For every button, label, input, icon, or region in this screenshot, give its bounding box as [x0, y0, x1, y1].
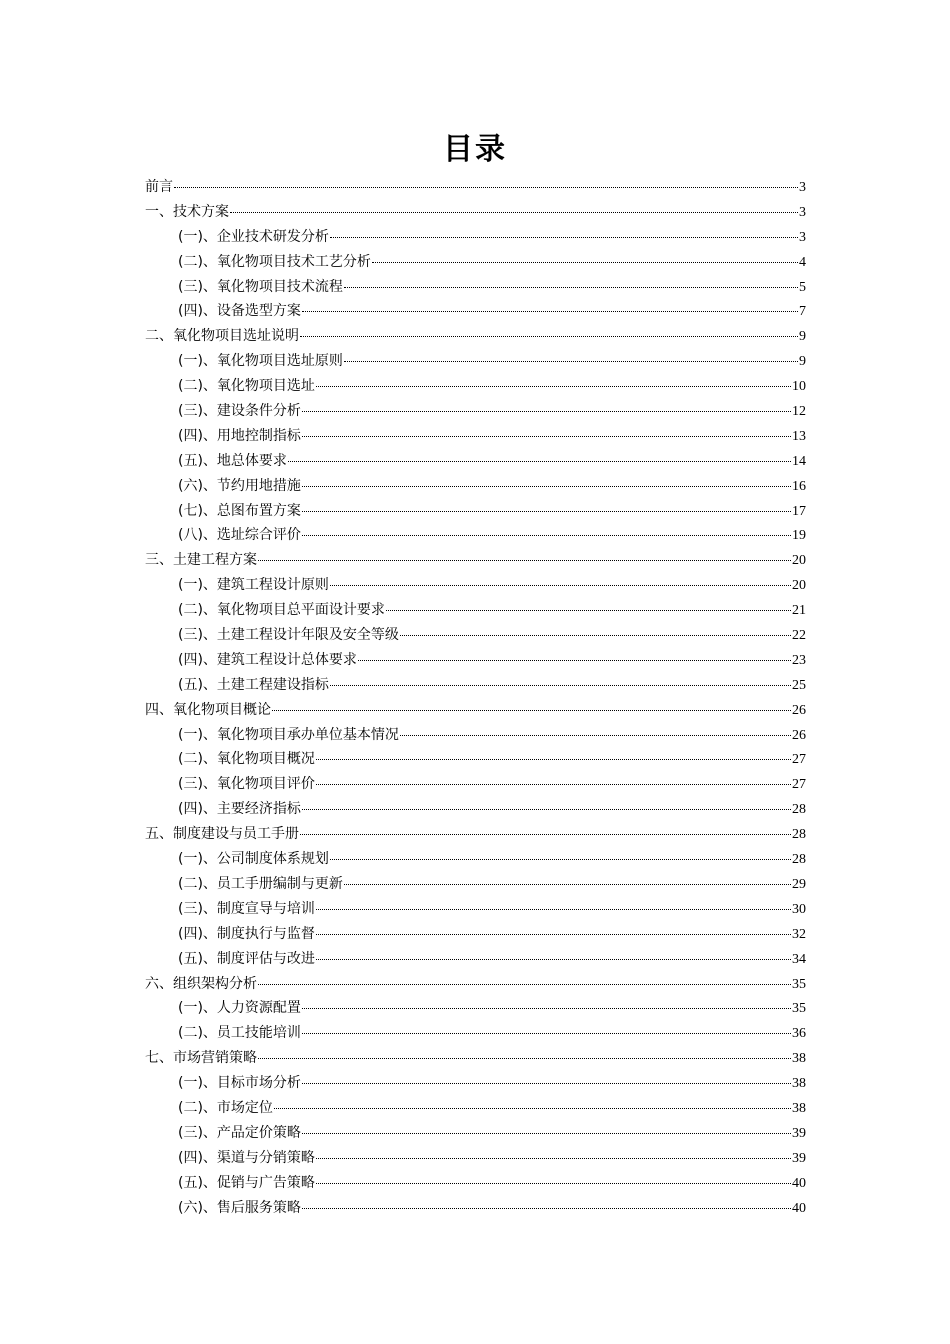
- toc-dot-leader: [316, 909, 791, 910]
- toc-entry-label: 一、技术方案: [145, 203, 229, 220]
- toc-chapter-entry[interactable]: [145, 324, 806, 349]
- toc-page-number: 27: [792, 752, 806, 768]
- toc-entry-label: (四)、用地控制指标: [178, 427, 301, 444]
- toc-entry-label: (四)、渠道与分销策略: [178, 1149, 315, 1166]
- toc-page-number: 12: [792, 404, 806, 420]
- toc-section-entry[interactable]: [178, 1196, 806, 1221]
- toc-entry-label: 二、氧化物项目选址说明: [145, 328, 299, 345]
- toc-entry-label: (二)、氧化物项目技术工艺分析: [178, 253, 371, 270]
- toc-entry-label: (四)、设备选型方案: [178, 303, 301, 320]
- toc-page-number: 29: [792, 876, 806, 892]
- toc-entry-label: (六)、售后服务策略: [178, 1199, 301, 1216]
- toc-page-number: 25: [792, 677, 806, 693]
- toc-section-entry[interactable]: [178, 847, 806, 872]
- toc-dot-leader: [372, 262, 798, 263]
- toc-entry-label: (三)、土建工程设计年限及安全等级: [178, 627, 399, 644]
- toc-entry-label: (三)、制度宣导与培训: [178, 900, 315, 917]
- table-of-contents: [0, 175, 950, 1220]
- toc-dot-leader: [302, 809, 791, 810]
- page-title: 目录: [443, 132, 507, 167]
- toc-entry-label: (一)、氧化物项目承办单位基本情况: [178, 726, 399, 743]
- toc-page-number: 3: [799, 204, 806, 220]
- toc-page-number: 19: [792, 528, 806, 544]
- toc-section-entry[interactable]: [178, 523, 806, 548]
- toc-page-number: 13: [792, 428, 806, 444]
- toc-entry-label: (五)、地总体要求: [178, 452, 287, 469]
- toc-dot-leader: [300, 834, 791, 835]
- toc-page-number: 38: [792, 1076, 806, 1092]
- toc-section-entry[interactable]: [178, 623, 806, 648]
- toc-chapter-entry[interactable]: [145, 972, 806, 997]
- toc-section-entry[interactable]: [178, 225, 806, 250]
- toc-entry-label: (二)、氧化物项目概况: [178, 751, 315, 768]
- toc-section-entry[interactable]: [178, 399, 806, 424]
- toc-dot-leader: [302, 486, 791, 487]
- toc-section-entry[interactable]: [178, 275, 806, 300]
- toc-dot-leader: [316, 784, 791, 785]
- toc-entry-label: (三)、氧化物项目评价: [178, 776, 315, 793]
- toc-dot-leader: [316, 1183, 791, 1184]
- toc-page-number: 3: [799, 229, 806, 245]
- toc-section-entry[interactable]: [178, 449, 806, 474]
- toc-dot-leader: [400, 635, 791, 636]
- toc-dot-leader: [316, 386, 791, 387]
- toc-section-entry[interactable]: [178, 797, 806, 822]
- toc-dot-leader: [302, 1033, 791, 1034]
- toc-section-entry[interactable]: [178, 922, 806, 947]
- toc-page-number: 35: [792, 976, 806, 992]
- toc-dot-leader: [330, 685, 791, 686]
- toc-section-entry[interactable]: [178, 772, 806, 797]
- toc-entry-label: (二)、员工手册编制与更新: [178, 875, 343, 892]
- toc-dot-leader: [302, 436, 791, 437]
- toc-section-entry[interactable]: [178, 573, 806, 598]
- toc-entry-label: 三、土建工程方案: [145, 552, 257, 569]
- toc-dot-leader: [344, 361, 798, 362]
- toc-page-number: 5: [799, 279, 806, 295]
- toc-dot-leader: [316, 959, 791, 960]
- toc-page-number: 9: [799, 354, 806, 370]
- toc-dot-leader: [358, 660, 791, 661]
- toc-entry-label: 五、制度建设与员工手册: [145, 826, 299, 843]
- toc-entry-label: (三)、氧化物项目技术流程: [178, 278, 343, 295]
- toc-entry-label: (八)、选址综合评价: [178, 527, 301, 544]
- toc-section-entry[interactable]: [178, 897, 806, 922]
- toc-entry-label: (二)、氧化物项目总平面设计要求: [178, 602, 385, 619]
- toc-dot-leader: [258, 560, 791, 561]
- toc-entry-label: 七、市场营销策略: [145, 1050, 257, 1067]
- toc-section-entry[interactable]: [178, 424, 806, 449]
- toc-section-entry[interactable]: [178, 1146, 806, 1171]
- toc-section-entry[interactable]: [178, 723, 806, 748]
- toc-section-entry[interactable]: [178, 374, 806, 399]
- toc-dot-leader: [344, 884, 791, 885]
- toc-dot-leader: [302, 411, 791, 412]
- toc-entry-label: 六、组织架构分析: [145, 975, 257, 992]
- toc-dot-leader: [302, 1133, 791, 1134]
- toc-entry-label: (五)、土建工程建设指标: [178, 676, 329, 693]
- toc-entry-label: (五)、制度评估与改进: [178, 950, 315, 967]
- toc-section-entry[interactable]: [178, 947, 806, 972]
- toc-dot-leader: [258, 984, 791, 985]
- toc-dot-leader: [302, 535, 791, 536]
- toc-page-number: 34: [792, 951, 806, 967]
- toc-page-number: 40: [792, 1200, 806, 1216]
- toc-dot-leader: [316, 1158, 791, 1159]
- toc-entry-label: (一)、氧化物项目选址原则: [178, 353, 343, 370]
- toc-entry-label: (一)、人力资源配置: [178, 1000, 301, 1017]
- toc-section-entry[interactable]: [178, 598, 806, 623]
- toc-page-number: 38: [792, 1051, 806, 1067]
- toc-section-entry[interactable]: [178, 1121, 806, 1146]
- toc-section-entry[interactable]: [178, 996, 806, 1021]
- toc-dot-leader: [302, 511, 791, 512]
- toc-section-entry[interactable]: [178, 673, 806, 698]
- toc-page-number: 28: [792, 802, 806, 818]
- toc-page-number: 7: [799, 304, 806, 320]
- toc-chapter-entry[interactable]: [145, 822, 806, 847]
- toc-page-number: 36: [792, 1026, 806, 1042]
- toc-dot-leader: [330, 585, 791, 586]
- toc-entry-label: (四)、制度执行与监督: [178, 925, 315, 942]
- toc-dot-leader: [302, 1083, 791, 1084]
- toc-dot-leader: [330, 859, 791, 860]
- toc-entry-label: (二)、员工技能培训: [178, 1025, 301, 1042]
- toc-page-number: 10: [792, 379, 806, 395]
- toc-entry-label: (三)、产品定价策略: [178, 1124, 301, 1141]
- toc-dot-leader: [258, 1058, 791, 1059]
- toc-entry-label: (三)、建设条件分析: [178, 403, 301, 420]
- toc-dot-leader: [288, 461, 791, 462]
- toc-page-number: 16: [792, 478, 806, 494]
- toc-section-entry[interactable]: [178, 474, 806, 499]
- toc-dot-leader: [230, 212, 798, 213]
- toc-section-entry[interactable]: [178, 747, 806, 772]
- toc-page-number: 35: [792, 1001, 806, 1017]
- toc-entry-label: (一)、目标市场分析: [178, 1075, 301, 1092]
- toc-dot-leader: [300, 336, 798, 337]
- toc-page-number: 23: [792, 652, 806, 668]
- toc-page-number: 40: [792, 1175, 806, 1191]
- toc-dot-leader: [174, 187, 798, 188]
- toc-page-number: 9: [799, 329, 806, 345]
- toc-entry-label: (一)、企业技术研发分析: [178, 228, 329, 245]
- toc-dot-leader: [272, 710, 791, 711]
- toc-dot-leader: [302, 1208, 791, 1209]
- toc-entry-label: (二)、市场定位: [178, 1099, 273, 1116]
- toc-section-entry[interactable]: [178, 1071, 806, 1096]
- toc-section-entry[interactable]: [178, 1021, 806, 1046]
- toc-chapter-entry[interactable]: [145, 698, 806, 723]
- toc-chapter-entry[interactable]: [145, 200, 806, 225]
- toc-page-number: 32: [792, 926, 806, 942]
- toc-entry-label: (一)、公司制度体系规划: [178, 851, 329, 868]
- toc-chapter-entry[interactable]: [145, 175, 806, 200]
- toc-page-number: 27: [792, 777, 806, 793]
- toc-section-entry[interactable]: [178, 648, 806, 673]
- toc-page-number: 38: [792, 1100, 806, 1116]
- toc-dot-leader: [316, 759, 791, 760]
- toc-dot-leader: [302, 1008, 791, 1009]
- toc-page-number: 14: [792, 453, 806, 469]
- toc-section-entry[interactable]: [178, 349, 806, 374]
- toc-dot-leader: [274, 1108, 791, 1109]
- toc-page-number: 3: [799, 180, 806, 195]
- toc-page-number: 39: [792, 1150, 806, 1166]
- toc-chapter-entry[interactable]: [145, 548, 806, 573]
- toc-entry-label: (四)、建筑工程设计总体要求: [178, 651, 357, 668]
- toc-section-entry[interactable]: [178, 250, 806, 275]
- toc-page-number: 4: [799, 254, 806, 270]
- toc-section-entry[interactable]: [178, 299, 806, 324]
- toc-dot-leader: [330, 237, 798, 238]
- toc-entry-label: (五)、促销与广告策略: [178, 1174, 315, 1191]
- toc-entry-label: 前言: [145, 179, 173, 195]
- toc-chapter-entry[interactable]: [145, 1046, 806, 1071]
- toc-page-number: 22: [792, 628, 806, 644]
- toc-page-number: 21: [792, 603, 806, 619]
- toc-page-number: 30: [792, 901, 806, 917]
- toc-dot-leader: [400, 735, 791, 736]
- toc-dot-leader: [386, 610, 791, 611]
- toc-section-entry[interactable]: [178, 872, 806, 897]
- toc-section-entry[interactable]: [178, 1171, 806, 1196]
- toc-entry-label: (六)、节约用地措施: [178, 477, 301, 494]
- toc-section-entry[interactable]: [178, 1096, 806, 1121]
- toc-dot-leader: [344, 287, 798, 288]
- toc-page-number: 26: [792, 727, 806, 743]
- toc-page-number: 39: [792, 1125, 806, 1141]
- toc-entry-label: (一)、建筑工程设计原则: [178, 577, 329, 594]
- toc-page-number: 28: [792, 827, 806, 843]
- toc-page-number: 20: [792, 578, 806, 594]
- toc-dot-leader: [302, 311, 798, 312]
- toc-page-number: 17: [792, 503, 806, 519]
- toc-dot-leader: [316, 934, 791, 935]
- toc-page-number: 26: [792, 702, 806, 718]
- toc-page-number: 20: [792, 553, 806, 569]
- toc-page-number: 28: [792, 852, 806, 868]
- toc-entry-label: (二)、氧化物项目选址: [178, 378, 315, 395]
- toc-entry-label: 四、氧化物项目概论: [145, 701, 271, 718]
- toc-entry-label: (四)、主要经济指标: [178, 801, 301, 818]
- toc-entry-label: (七)、总图布置方案: [178, 502, 301, 519]
- toc-section-entry[interactable]: [178, 499, 806, 524]
